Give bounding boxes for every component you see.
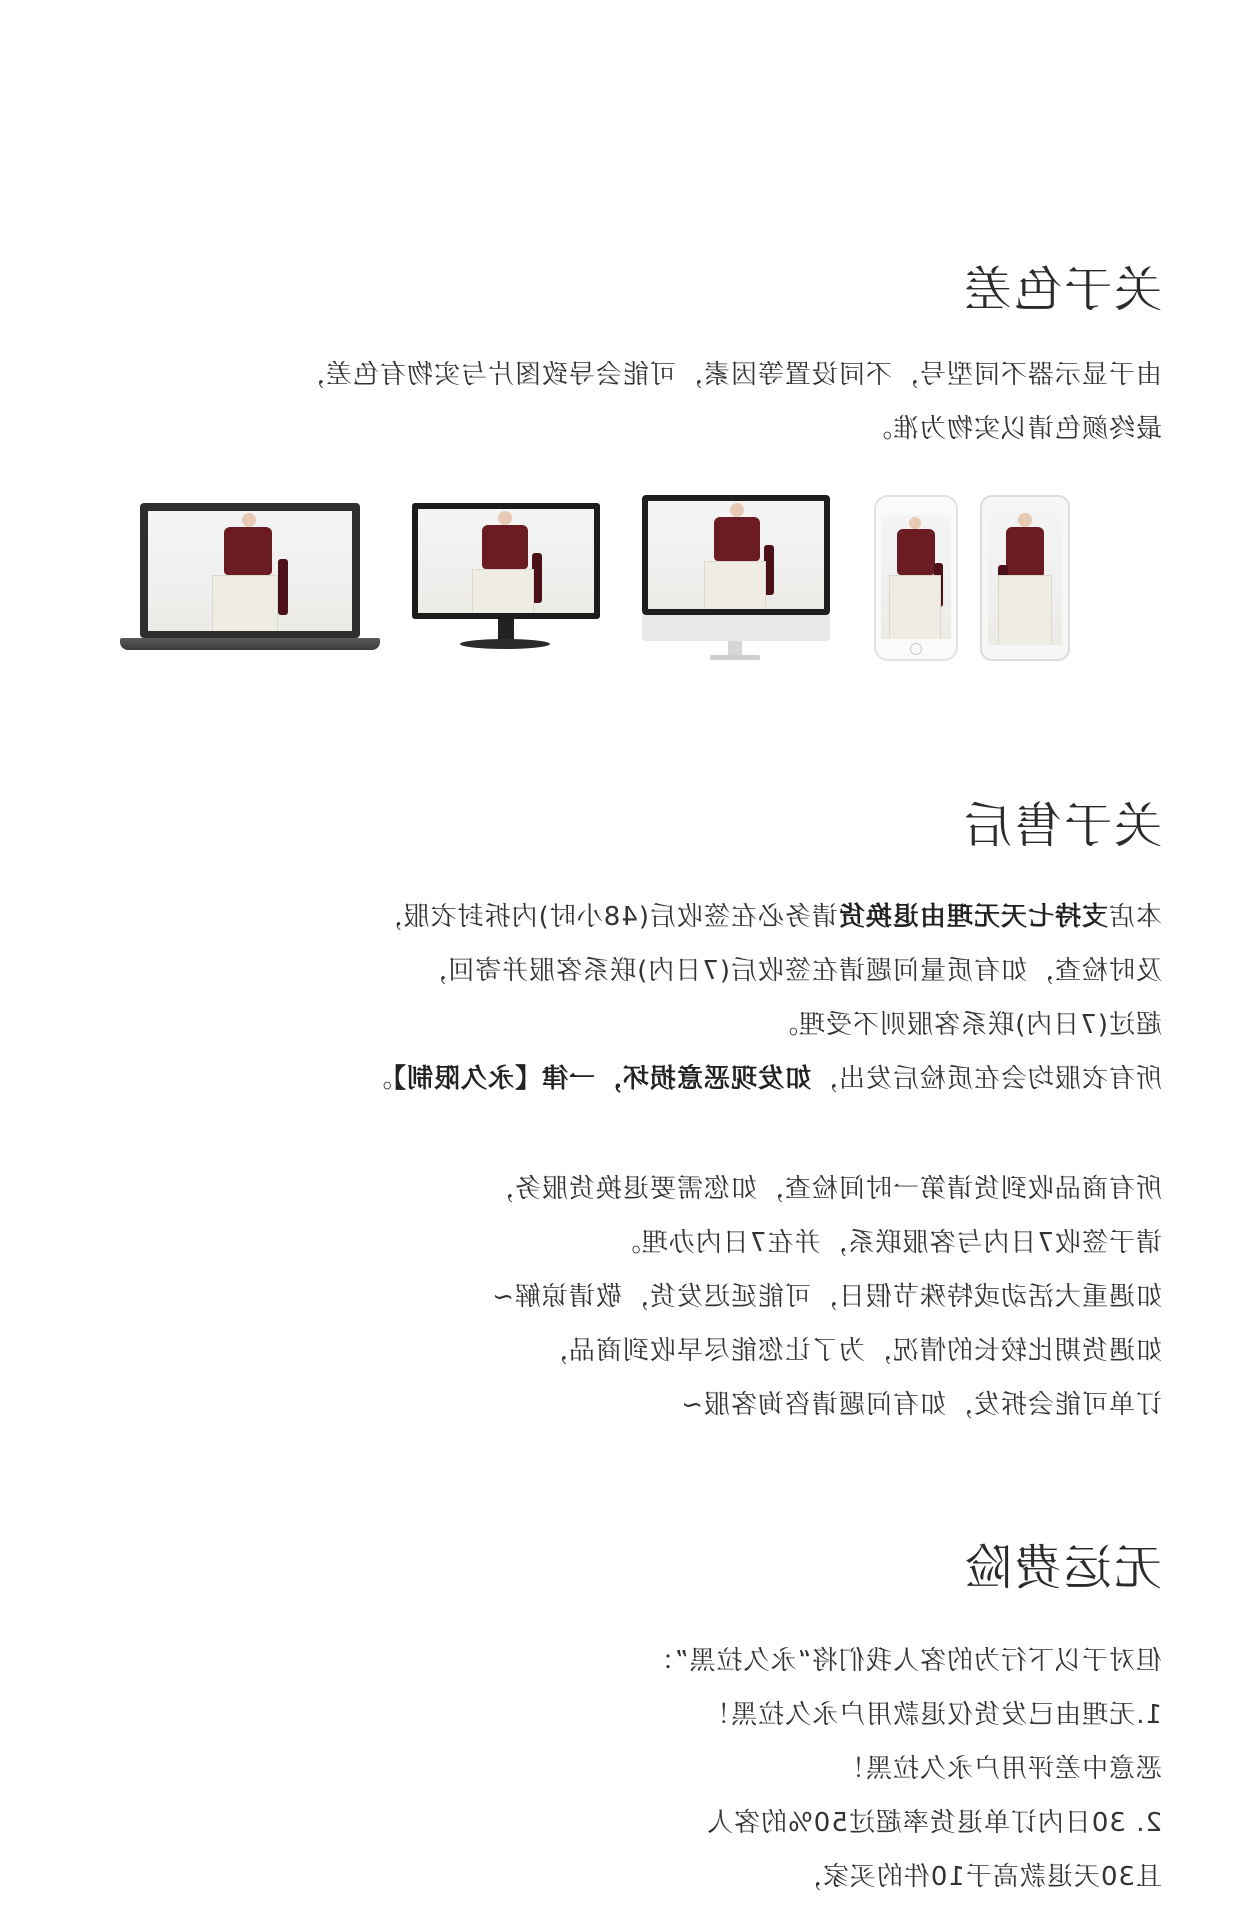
desktop-display	[640, 495, 830, 665]
monitor-display	[410, 503, 600, 668]
phone-display-2	[980, 495, 1070, 661]
text-line: 本店支持七天无理由退换货请务必在签收后(48小时)内拆封衣服，	[375, 902, 1162, 932]
aftersale-text-2	[122, 1162, 1162, 1432]
text-line: 订单可能会拆发，如有问题请咨询客服~	[680, 1390, 1162, 1420]
section-title-shipping: 无运费险	[961, 1540, 1162, 1596]
text-line: 及时检查，如有质量问题请在签收后(7日内)联系客服并寄回，	[420, 956, 1162, 986]
section-title-color: 关于色差	[961, 262, 1162, 318]
shipping-text	[122, 1634, 1162, 1904]
text-line: 2. 30日内订单退货率超过50%的客人	[706, 1808, 1162, 1838]
model-photo	[648, 501, 824, 609]
text-line: 如遇重大活动或特殊节假日，可能延迟发货，敬请谅解~	[491, 1282, 1162, 1312]
laptop-display	[120, 503, 380, 668]
model-photo	[881, 515, 951, 639]
color-difference-text	[122, 348, 1162, 456]
seven-day-return-bold: 支持七天无理由退换货	[837, 902, 1108, 932]
section-title-aftersale: 关于售后	[961, 798, 1162, 854]
text-line: 但对于以下行为的客人我们将“永久拉黑”：	[647, 1646, 1162, 1676]
model-photo	[418, 509, 594, 613]
color-difference-section	[122, 262, 1162, 318]
text-line: 恶意中差评用户永久拉黑！	[837, 1754, 1162, 1784]
text-line: 最终颜色请以实物为准。	[864, 414, 1162, 444]
text-line: 由于显示器不同型号，不同设置等因素，可能会导致图片与实物有色差，	[297, 360, 1162, 390]
model-photo	[148, 511, 352, 631]
model-photo	[988, 509, 1062, 645]
permanent-restriction-bold: 如发现恶意损坏，一律【永久限制】	[391, 1064, 811, 1094]
device-comparison-row	[0, 495, 1240, 670]
aftersale-text	[122, 890, 1162, 1106]
text-line: 所有商品收到货请第一时间检查，如您需要退换货服务，	[486, 1174, 1162, 1204]
text-line: 超过(7日内)联系客服则不受理。	[771, 1010, 1162, 1040]
text-line: 如遇货期比较长的情况，为了让您能尽早收到商品，	[540, 1336, 1162, 1366]
text-line: 且30天退款高于10件的买家，	[794, 1862, 1162, 1892]
aftersale-section	[122, 798, 1162, 854]
text-line: 请于签收7日内与客服联系，并在7日内办理。	[613, 1228, 1162, 1258]
text-line: 1.无理由已发货仅退款用户永久拉黑！	[703, 1700, 1162, 1730]
no-shipping-insurance-section	[122, 1540, 1162, 1596]
phone-display	[874, 495, 958, 661]
text-line: 所有衣服均会在质检后发出，如发现恶意损坏，一律【永久限制】。	[364, 1064, 1162, 1094]
